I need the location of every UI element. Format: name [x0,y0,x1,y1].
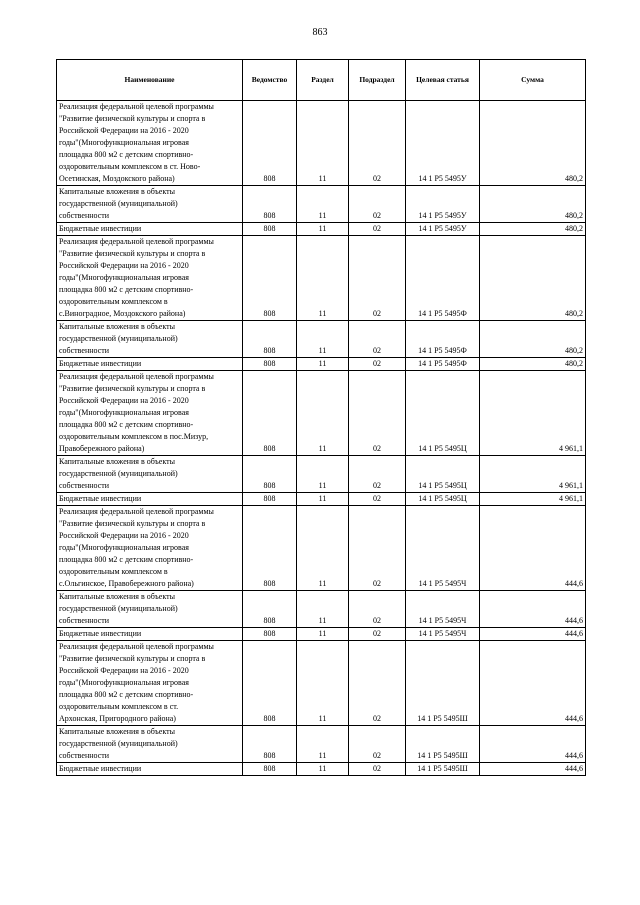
table-row [57,628,586,641]
row-sum: 480,2 [480,186,586,223]
row-section: 11 [297,506,349,591]
row-subsection: 02 [349,641,406,726]
row-name: Реализация федеральной целевой программы "Развитие физической культуры и спорта в Российской Федерации на 2016 - 2020 годы"(Многофункциональная игровая площадка 800 м2 с детским спортивно- оздоровительным комплексом в пос.Мизур, Правобережного района) [57,371,243,456]
row-target: 14 1 Р5 5495Ф [406,321,480,358]
row-name: Капитальные вложения в объекты государственной (муниципальной) собственности [57,456,243,493]
row-section: 11 [297,101,349,186]
row-sum: 444,6 [480,506,586,591]
row-department: 808 [243,628,297,641]
row-section: 11 [297,641,349,726]
row-name: Капитальные вложения в объекты государственной (муниципальной) собственности [57,726,243,763]
row-sum: 480,2 [480,358,586,371]
row-subsection: 02 [349,456,406,493]
row-name: Капитальные вложения в объекты государственной (муниципальной) собственности [57,186,243,223]
table-row [57,456,586,493]
table-row [57,591,586,628]
row-department: 808 [243,591,297,628]
row-subsection: 02 [349,358,406,371]
row-department: 808 [243,186,297,223]
table-row [57,493,586,506]
row-target: 14 1 Р5 5495Ч [406,628,480,641]
row-sum: 4 961,1 [480,371,586,456]
row-name: Реализация федеральной целевой программы "Развитие физической культуры и спорта в Российской Федерации на 2016 - 2020 годы"(Многофункциональная игровая площадка 800 м2 с детским спортивно- оздоровительным комплексом в с.Виноградное, Моздокского района) [57,236,243,321]
row-department: 808 [243,236,297,321]
row-target: 14 1 Р5 5495Ш [406,763,480,776]
row-target: 14 1 Р5 5495Ц [406,456,480,493]
row-department: 808 [243,321,297,358]
row-section: 11 [297,763,349,776]
row-section: 11 [297,371,349,456]
header-subsection: Подраздел [349,60,406,101]
row-sum: 480,2 [480,321,586,358]
row-target: 14 1 Р5 5495Ч [406,591,480,628]
row-section: 11 [297,591,349,628]
row-section: 11 [297,493,349,506]
row-sum: 4 961,1 [480,493,586,506]
row-target: 14 1 Р5 5495Ц [406,371,480,456]
row-name: Бюджетные инвестиции [57,763,243,776]
row-section: 11 [297,321,349,358]
table-row [57,641,586,726]
table-row [57,726,586,763]
row-target: 14 1 Р5 5495У [406,223,480,236]
row-name: Реализация федеральной целевой программы "Развитие физической культуры и спорта в Российской Федерации на 2016 - 2020 годы"(Многофункциональная игровая площадка 800 м2 с детским спортивно- оздоровительным комплексом в ст. Архонская, Пригородного района) [57,641,243,726]
table-row [57,371,586,456]
row-target: 14 1 Р5 5495Ш [406,726,480,763]
row-sum: 444,6 [480,628,586,641]
row-name: Реализация федеральной целевой программы "Развитие физической культуры и спорта в Российской Федерации на 2016 - 2020 годы"(Многофункциональная игровая площадка 800 м2 с детским спортивно- оздоровительным комплексом в с.Ольгинское, Правобережного района) [57,506,243,591]
row-target: 14 1 Р5 5495Ф [406,358,480,371]
table-row [57,358,586,371]
row-department: 808 [243,101,297,186]
row-subsection: 02 [349,763,406,776]
row-department: 808 [243,493,297,506]
page-number: 863 [312,27,328,38]
row-subsection: 02 [349,101,406,186]
header-department: Ведомство [243,60,297,101]
row-section: 11 [297,456,349,493]
row-name: Бюджетные инвестиции [57,223,243,236]
row-department: 808 [243,641,297,726]
row-section: 11 [297,223,349,236]
row-section: 11 [297,186,349,223]
row-subsection: 02 [349,371,406,456]
row-target: 14 1 Р5 5495Ч [406,506,480,591]
table-row [57,186,586,223]
row-section: 11 [297,236,349,321]
row-target: 14 1 Р5 5495Ц [406,493,480,506]
row-subsection: 02 [349,591,406,628]
row-name: Реализация федеральной целевой программы "Развитие физической культуры и спорта в Российской Федерации на 2016 - 2020 годы"(Многофункциональная игровая площадка 800 м2 с детским спортивно- оздоровительным комплексом в ст. Ново- Осетинская, Моздокского района) [57,101,243,186]
row-target: 14 1 Р5 5495Ш [406,641,480,726]
row-department: 808 [243,726,297,763]
row-sum: 444,6 [480,591,586,628]
budget-table [56,59,586,776]
row-subsection: 02 [349,628,406,641]
row-sum: 444,6 [480,641,586,726]
row-sum: 444,6 [480,763,586,776]
row-section: 11 [297,628,349,641]
table-header-row [57,60,586,101]
table-row [57,223,586,236]
row-section: 11 [297,726,349,763]
row-sum: 480,2 [480,236,586,321]
row-subsection: 02 [349,223,406,236]
row-target: 14 1 Р5 5495У [406,101,480,186]
row-department: 808 [243,506,297,591]
row-name: Бюджетные инвестиции [57,628,243,641]
row-section: 11 [297,358,349,371]
row-name: Капитальные вложения в объекты государственной (муниципальной) собственности [57,591,243,628]
header-target: Целевая статья [406,60,480,101]
row-target: 14 1 Р5 5495У [406,186,480,223]
row-subsection: 02 [349,493,406,506]
row-subsection: 02 [349,506,406,591]
row-name: Бюджетные инвестиции [57,358,243,371]
row-name: Бюджетные инвестиции [57,493,243,506]
row-subsection: 02 [349,726,406,763]
row-subsection: 02 [349,236,406,321]
row-subsection: 02 [349,321,406,358]
row-department: 808 [243,763,297,776]
row-target: 14 1 Р5 5495Ф [406,236,480,321]
row-sum: 480,2 [480,101,586,186]
row-department: 808 [243,358,297,371]
table-row [57,763,586,776]
table-row [57,236,586,321]
table-row [57,321,586,358]
row-sum: 480,2 [480,223,586,236]
header-sum: Сумма [480,60,586,101]
table-row [57,101,586,186]
row-sum: 4 961,1 [480,456,586,493]
header-section: Раздел [297,60,349,101]
row-department: 808 [243,371,297,456]
table-row [57,506,586,591]
header-name: Наименование [57,60,243,101]
row-sum: 444,6 [480,726,586,763]
row-department: 808 [243,456,297,493]
row-name: Капитальные вложения в объекты государственной (муниципальной) собственности [57,321,243,358]
row-subsection: 02 [349,186,406,223]
row-department: 808 [243,223,297,236]
